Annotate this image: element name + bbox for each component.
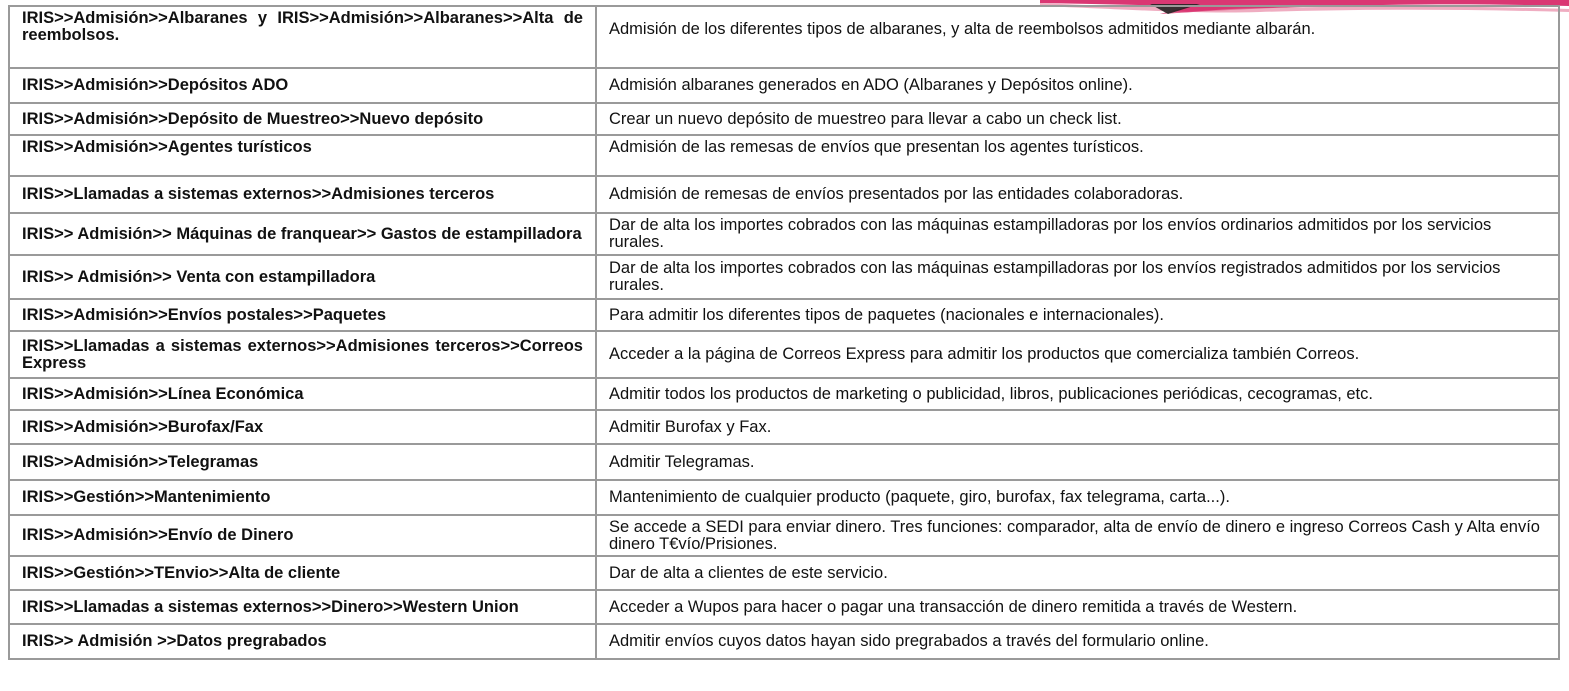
menu-path: IRIS>>Llamadas a sistemas externos>>Admisiones terceros xyxy=(9,176,596,213)
description: Admitir Telegramas. xyxy=(596,444,1559,480)
table-row xyxy=(9,213,1559,255)
menu-path: IRIS>>Gestión>>TEnvio>>Alta de cliente xyxy=(9,556,596,590)
menu-path: IRIS>>Admisión>>Agentes turísticos xyxy=(9,135,596,176)
menu-path: IRIS>> Admisión >>Datos pregrabados xyxy=(9,624,596,659)
table-row xyxy=(9,255,1559,299)
description: Admisión albaranes generados en ADO (Albaranes y Depósitos online). xyxy=(596,68,1559,103)
table-row xyxy=(9,444,1559,480)
menu-path: IRIS>>Admisión>>Envío de Dinero xyxy=(9,515,596,556)
menu-path: IRIS>>Admisión>>Burofax/Fax xyxy=(9,410,596,444)
description: Dar de alta a clientes de este servicio. xyxy=(596,556,1559,590)
table-row xyxy=(9,299,1559,331)
table-row xyxy=(9,331,1559,378)
description: Crear un nuevo depósito de muestreo para llevar a cabo un check list. xyxy=(596,103,1559,135)
table-row xyxy=(9,135,1559,176)
description: Admisión de remesas de envíos presentados por las entidades colaboradoras. xyxy=(596,176,1559,213)
table-row xyxy=(9,480,1559,515)
menu-path: IRIS>>Admisión>>Telegramas xyxy=(9,444,596,480)
menu-path: IRIS>>Llamadas a sistemas externos>>Dinero>>Western Union xyxy=(9,590,596,624)
description: Admitir envíos cuyos datos hayan sido pregrabados a través del formulario online. xyxy=(596,624,1559,659)
table-row xyxy=(9,6,1559,68)
description: Para admitir los diferentes tipos de paquetes (nacionales e internacionales). xyxy=(596,299,1559,331)
table-row xyxy=(9,515,1559,556)
description: Se accede a SEDI para enviar dinero. Tres funciones: comparador, alta de envío de dinero e ingreso Correos Cash y Alta envío dinero T€vío/Prisiones. xyxy=(596,515,1559,556)
iris-menu-table xyxy=(8,5,1560,660)
description: Acceder a la página de Correos Express para admitir los productos que comercializa también Correos. xyxy=(596,331,1559,378)
description: Acceder a Wupos para hacer o pagar una transacción de dinero remitida a través de Western. xyxy=(596,590,1559,624)
menu-path: IRIS>>Gestión>>Mantenimiento xyxy=(9,480,596,515)
table-row xyxy=(9,410,1559,444)
description: Admisión de los diferentes tipos de albaranes, y alta de reembolsos admitidos mediante albarán. xyxy=(596,6,1559,68)
menu-path: IRIS>>Admisión>>Línea Económica xyxy=(9,378,596,410)
menu-path: IRIS>> Admisión>> Máquinas de franquear>> Gastos de estampilladora xyxy=(9,213,596,255)
menu-path: IRIS>>Admisión>>Depósitos ADO xyxy=(9,68,596,103)
description: Dar de alta los importes cobrados con las máquinas estampilladoras por los envíos registrados admitidos por los servicios rurales. xyxy=(596,255,1559,299)
table-row xyxy=(9,176,1559,213)
description: Admisión de las remesas de envíos que presentan los agentes turísticos. xyxy=(596,135,1559,176)
description: Dar de alta los importes cobrados con las máquinas estampilladoras por los envíos ordinarios admitidos por los servicios rurales. xyxy=(596,213,1559,255)
table-row xyxy=(9,556,1559,590)
table-row xyxy=(9,378,1559,410)
table-row xyxy=(9,68,1559,103)
menu-path: IRIS>>Llamadas a sistemas externos>>Admisiones terceros>>Correos Express xyxy=(9,331,596,378)
description: Admitir Burofax y Fax. xyxy=(596,410,1559,444)
menu-path: IRIS>>Admisión>>Depósito de Muestreo>>Nuevo depósito xyxy=(9,103,596,135)
table-row xyxy=(9,103,1559,135)
description: Mantenimiento de cualquier producto (paquete, giro, burofax, fax telegrama, carta...). xyxy=(596,480,1559,515)
table-row xyxy=(9,590,1559,624)
menu-path: IRIS>>Admisión>>Envíos postales>>Paquetes xyxy=(9,299,596,331)
menu-path: IRIS>>Admisión>>Albaranes y IRIS>>Admisión>>Albaranes>>Alta de reembolsos. xyxy=(9,6,596,68)
table-row xyxy=(9,624,1559,659)
menu-path: IRIS>> Admisión>> Venta con estampilladora xyxy=(9,255,596,299)
description: Admitir todos los productos de marketing o publicidad, libros, publicaciones periódicas, cecogramas, etc. xyxy=(596,378,1559,410)
